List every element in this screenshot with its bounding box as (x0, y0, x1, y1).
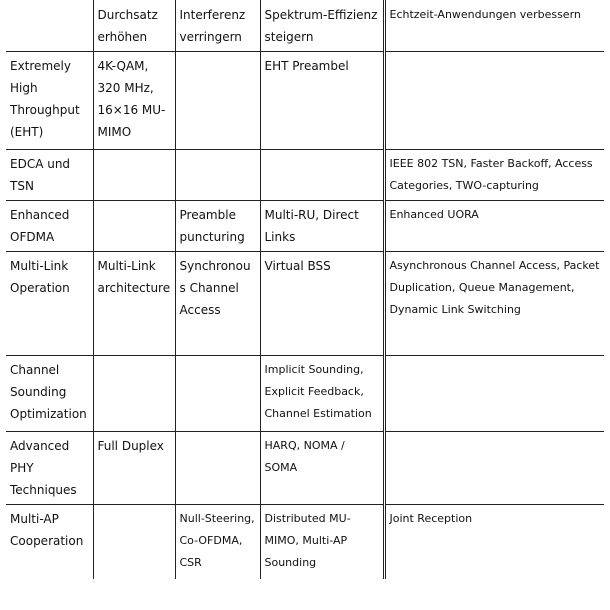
table-cell: Full Duplex (93, 432, 175, 505)
header-interferenz: Interferenz verringern (175, 0, 260, 52)
table-cell (175, 356, 260, 432)
table-cell (93, 356, 175, 432)
table-cell (260, 150, 384, 201)
row-label: Multi-Link Operation (6, 252, 93, 356)
header-echtzeit: Echtzeit-Anwendungen verbessern (384, 0, 604, 52)
table-row (6, 432, 604, 505)
table-cell: Distributed MU-MIMO, Multi-AP Sounding (260, 505, 384, 579)
row-label: EDCA und TSN (6, 150, 93, 201)
table-cell: Multi-Link architecture (93, 252, 175, 356)
row-label: Channel Sounding Optimization (6, 356, 93, 432)
table-cell: Asynchronous Channel Access, Packet Duplication, Queue Management, Dynamic Link Switching (384, 252, 604, 356)
table-cell: IEEE 802 TSN, Faster Backoff, Access Categories, TWO-capturing (384, 150, 604, 201)
table-cell (175, 432, 260, 505)
table-cell: Multi-RU, Direct Links (260, 201, 384, 252)
header-row (6, 0, 604, 52)
row-label: Multi-AP Cooperation (6, 505, 93, 579)
table-row (6, 150, 604, 201)
table-cell: Null-Steering, Co-OFDMA, CSR (175, 505, 260, 579)
table-cell: HARQ, NOMA / SOMA (260, 432, 384, 505)
header-durchsatz: Durchsatz erhöhen (93, 0, 175, 52)
table-cell: Preamble puncturing (175, 201, 260, 252)
table-cell: Synchronous Channel Access (175, 252, 260, 356)
row-label: Enhanced OFDMA (6, 201, 93, 252)
row-label: Advanced PHY Techniques (6, 432, 93, 505)
table-cell: 4K-QAM, 320 MHz, 16×16 MU-MIMO (93, 52, 175, 150)
table-cell (93, 505, 175, 579)
table-cell (93, 150, 175, 201)
table-cell: Enhanced UORA (384, 201, 604, 252)
table-cell: Implicit Sounding, Explicit Feedback, Channel Estimation (260, 356, 384, 432)
table-cell (175, 52, 260, 150)
header-corner-cell (6, 0, 93, 52)
table-cell (384, 52, 604, 150)
table-cell (384, 356, 604, 432)
table-cell (93, 201, 175, 252)
table-row (6, 356, 604, 432)
row-label: Extremely High Throughput (EHT) (6, 52, 93, 150)
table-cell: Virtual BSS (260, 252, 384, 356)
table-cell: Joint Reception (384, 505, 604, 579)
feature-matrix-table (6, 0, 604, 579)
table-row (6, 252, 604, 356)
table-cell: EHT Preambel (260, 52, 384, 150)
table-row (6, 52, 604, 150)
table-cell (175, 150, 260, 201)
header-spektrum: Spektrum-Effizienz steigern (260, 0, 384, 52)
table-row (6, 201, 604, 252)
table-cell (384, 432, 604, 505)
table-row (6, 505, 604, 579)
